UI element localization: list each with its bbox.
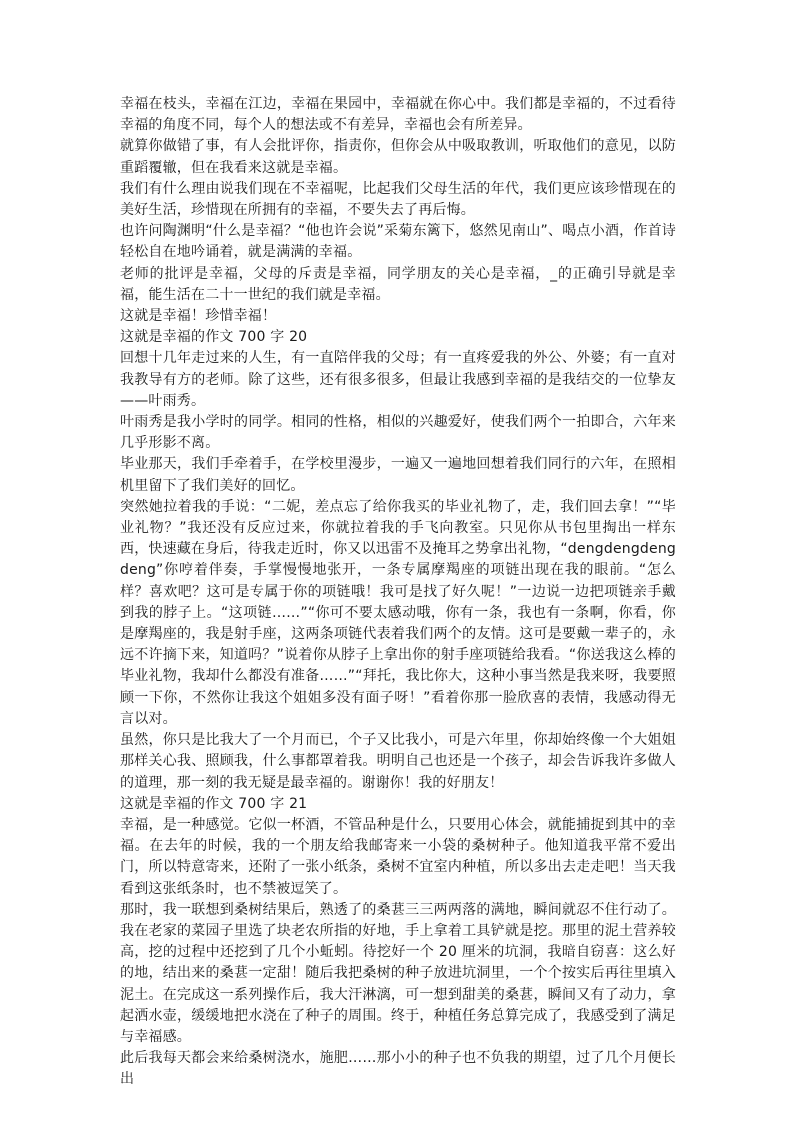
paragraph-gift-necklace: 突然她拉着我的手说：“二妮，差点忘了给你我买的毕业礼物了，走，我们回去拿！”“毕业礼物？”我还没有反应过来，你就拉着我的手飞向教室。只见你从书包里掏出一样东西，快速藏在身后，待我走近时，你又以迅雷不及掩耳之势拿出礼物，“dengdengdengdeng”你哼着伴奏，手掌慢慢地张开，一条专属摩羯座的项链出现在我的眼前。“怎么样？喜欢吧？这可是专属于你的项链哦！我可是找了好久呢！”一边说一边把项链亲手戴到我的脖子上。“这项链……”“你可不要太感动哦，你有一条，我也有一条啊，你看，你是摩羯座的，我是射手座，这两条项链代表着我们两个的友情。这可是要戴一辈子的，永远不许摘下来，知道吗？”说着你从脖子上拿出你的射手座项链给我看。“你送我这么棒的毕业礼物，我却什么都没有准备……”“拜托，我比你大，这种小事当然是我来呀，我要照顾一下你，不然你让我这个姐姐多没有面子呀！”看着你那一脸欣喜的表情，我感动得无言以对。 — [120, 498, 676, 727]
paragraph-cherish-life: 我们有什么理由说我们现在不幸福呢，比起我们父母生活的年代，我们更应该珍惜现在的美好生活，珍惜现在所拥有的幸福，不要失去了再后悔。 — [120, 180, 676, 219]
paragraph-mulberry-seeds: 幸福，是一种感觉。它似一杯酒，不管品种是什么，只要用心体会，就能捕捉到其中的幸福。在去年的时候，我的一个朋友给我邮寄来一小袋的桑树种子。他知道我平常不爱出门，所以特意寄来，还附了一张小纸条，桑树不宜室内种植，所以多出去走走吧！当天我看到这张纸条时，也不禁被逗笑了。 — [120, 816, 676, 897]
paragraph-tao-yuanming: 也许问陶渊明“什么是幸福？“他也许会说”采菊东篱下，悠然见南山”、喝点小酒，作首诗轻松自在地吟诵着，就是满满的幸福。 — [120, 223, 676, 261]
paragraph-looking-back: 回想十几年走过来的人生，有一直陪伴我的父母；有一直疼爱我的外公、外婆；有一直对我教导有方的老师。除了这些，还有很多很多，但最让我感到幸福的是我结交的一位挚友——叶雨秀。 — [120, 350, 676, 409]
document-body — [120, 94, 676, 1091]
paragraph-big-sister: 虽然，你只是比我大了一个月而已，个子又比我小，可是六年里，你却始终像一个大姐姐那样关心我、照顾我，什么事都罩着我。明明自己也还是一个孩子，却会告诉我许多做人的道理，那一刻的我无疑是最幸福的。谢谢你！我的好朋友！ — [120, 732, 676, 791]
paragraph-cherish-happiness: 这就是幸福！珍惜幸福！ — [120, 308, 277, 325]
paragraph-planting: 那时，我一联想到桑树结果后，熟透了的桑葚三三两两落的满地，瞬间就忍不住行动了。我在老家的菜园子里选了块老农所指的好地，手上拿着工具铲就是挖。那里的泥土营养较高，挖的过程中还挖到了几个小蚯蚓。待挖好一个 20 厘米的坑洞，我暗自窃喜：这么好的地，结出来的桑葚一定甜！随后我把桑树的种子放进坑洞里，一个个按实后再往里填入泥土。在完成这一系列操作后，我大汗淋漓，可一想到甜美的桑葚，瞬间又有了动力，拿起洒水壶，缓缓地把水浇在了种子的周围。终于，种植任务总算完成了，我感受到了满足与幸福感。 — [120, 901, 676, 1045]
paragraph-graduation-day: 毕业那天，我们手牵着手，在学校里漫步，一遍又一遍地回想着我们同行的六年，在照相机里留下了我们美好的回忆。 — [120, 456, 676, 494]
paragraph-watering: 此后我每天都会来给桑树浇水，施肥……那小小的种子也不负我的期望，过了几个月便长出 — [120, 1050, 676, 1088]
paragraph-ye-yuxiu: 叶雨秀是我小学时的同学。相同的性格，相似的兴趣爱好，使我们两个一拍即合，六年来几乎形影不离。 — [120, 414, 676, 452]
paragraph-criticism: 就算你做错了事，有人会批评你，指责你，但你会从中吸取教训，听取他们的意见，以防重蹈覆辙，但在我看来这就是幸福。 — [120, 138, 676, 176]
paragraph-happiness-everywhere: 幸福在枝头，幸福在江边，幸福在果园中，幸福就在你心中。我们都是幸福的，不过看待幸福的角度不同，每个人的想法或不有差异，幸福也会有所差异。 — [120, 96, 676, 134]
paragraph-teachers-parents: 老师的批评是幸福，父母的斥责是幸福，同学朋友的关心是幸福，_的正确引导就是幸福，能生活在二十一世纪的我们就是幸福。 — [120, 265, 676, 303]
essay-heading-21: 这就是幸福的作文 700 字 21 — [120, 795, 308, 812]
essay-heading-20: 这就是幸福的作文 700 字 20 — [120, 329, 308, 346]
